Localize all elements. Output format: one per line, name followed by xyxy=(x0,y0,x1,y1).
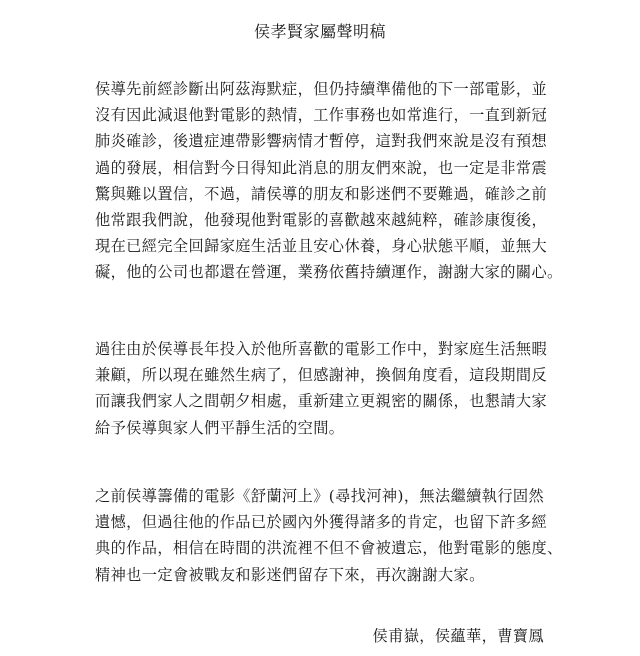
paragraph-line: 過往由於侯導長年投入於他所喜歡的電影工作中，對家庭生活無暇 xyxy=(95,340,548,358)
paragraph-line: 肺炎確診，後遺症連帶影響病情才暫停，這對我們來說是沒有預想 xyxy=(95,132,548,151)
paragraph-3 xyxy=(95,483,563,588)
paragraph-line: 侯導先前經診斷出阿茲海默症，但仍持續準備他的下一部電影，並 xyxy=(95,80,548,98)
paragraph-line: 遺憾，但過往他的作品已於國內外獲得諸多的肯定，也留下許多經 xyxy=(95,513,548,532)
paragraph-line: 沒有因此減退他對電影的熱情，工作事務也如常進行，一直到新冠 xyxy=(95,106,548,125)
paragraph-line: 現在已經完全回歸家庭生活並且安心休養，身心狀態平順，並無大 xyxy=(95,237,548,256)
signature: 侯甫嶽，侯蘊華，曹寶鳳 xyxy=(372,627,544,645)
paragraph-line: 過的發展，相信對今日得知此消息的朋友們來說，也一定是非常震 xyxy=(95,158,548,177)
paragraph-2 xyxy=(95,336,555,441)
paragraph-line: 精神也一定會被戰友和影迷們留存下來，再次謝謝大家。 xyxy=(95,565,485,584)
paragraph-1 xyxy=(95,76,563,286)
paragraph-line: 驚與難以置信，不過，請侯導的朋友和影迷們不要難過，確診之前 xyxy=(95,184,548,203)
paragraph-line: 兼顧，所以現在雖然生病了，但感謝神，換個角度看，這段期間反 xyxy=(95,366,548,385)
paragraph-line: 礙，他的公司也都還在營運，業務依舊持續運作，謝謝大家的關心。 xyxy=(95,263,563,282)
paragraph-line: 而讓我們家人之間朝夕相處，重新建立更親密的關係，也懇請大家 xyxy=(95,392,548,411)
paragraph-line: 之前侯導籌備的電影《舒蘭河上》(尋找河神)，無法繼續執行固然 xyxy=(95,487,545,505)
paragraph-line: 他常跟我們說，他發現他對電影的喜歡越來越純粹，確診康復後， xyxy=(95,211,548,230)
paragraph-line: 典的作品，相信在時間的洪流裡不但不會被遺忘，他對電影的態度、 xyxy=(95,539,563,558)
document-title: 侯孝賢家屬聲明稿 xyxy=(253,22,386,41)
paragraph-line: 給予侯導與家人們平靜生活的空間。 xyxy=(95,418,345,437)
